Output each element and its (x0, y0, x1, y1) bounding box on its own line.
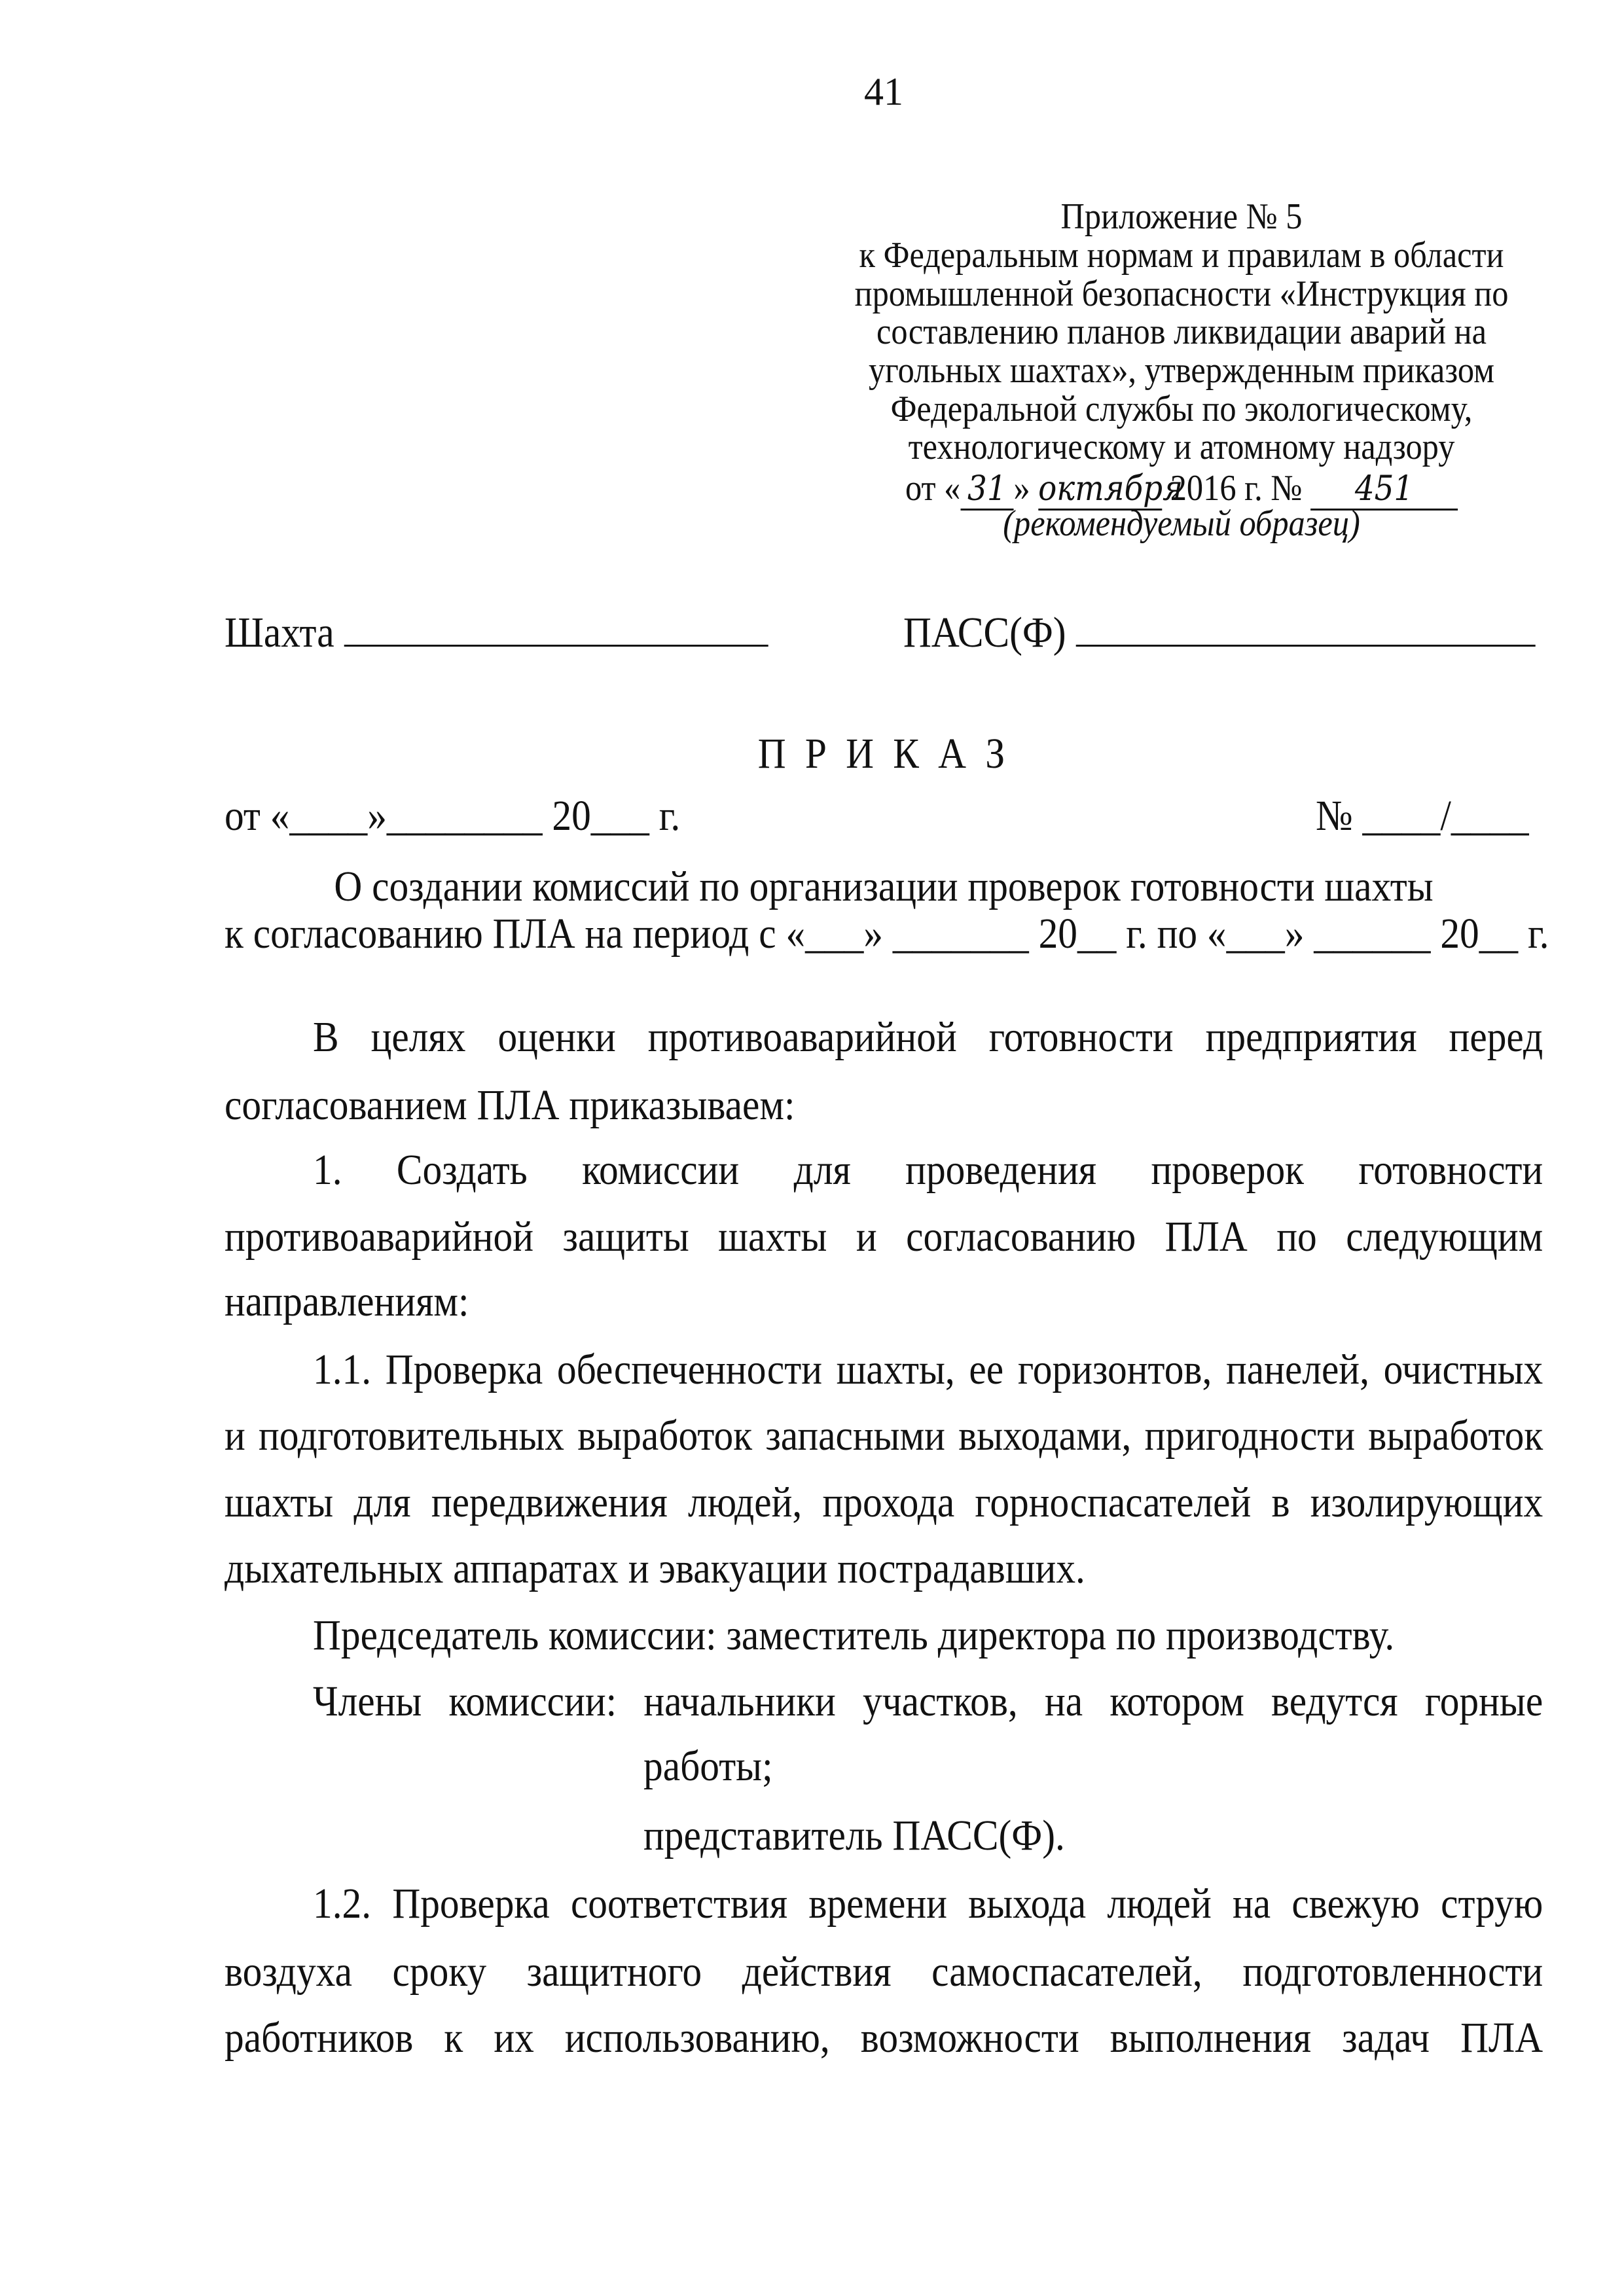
order-title: П Р И К А З (757, 730, 1010, 778)
handwritten-month: октября (1038, 469, 1162, 511)
appendix-line: к Федеральным нормам и правилам в области (859, 235, 1504, 276)
body-line: В целях оценки противоаварийной готовности предприятия перед (313, 1013, 1543, 1061)
date-year: 2016 г. № (1170, 468, 1303, 509)
body-line: 1. Создать комиссии для проведения проверок готовности (313, 1146, 1543, 1194)
appendix-line: технологическому и атомному надзору (908, 427, 1455, 467)
sample-note: (рекомендуемый образец) (1003, 503, 1360, 544)
order-subject-line: О создании комиссий по организации проверок готовности шахты (334, 863, 1434, 910)
body-line: представитель ПАСС(Ф). (643, 1812, 1065, 1859)
rescue-blank (1075, 605, 1535, 647)
body-line: дыхательных аппаратах и эвакуации пострадавших. (225, 1545, 1085, 1592)
appendix-line: Федеральной службы по экологическому, (890, 389, 1473, 429)
appendix-title: Приложение № 5 (1060, 196, 1303, 237)
body-line: Члены комиссии: начальники участков, на котором ведутся горные (313, 1677, 1543, 1725)
mine-label: Шахта (225, 609, 334, 656)
body-line: работы; (643, 1742, 773, 1790)
rescue-field (903, 605, 1535, 659)
order-subject-line: к согласованию ПЛА на период с «___» _______ 20__ г. по «___» ______ 20__ г. (225, 910, 1549, 958)
appendix-line: угольных шахтах», утвержденным приказом (868, 350, 1495, 391)
body-line: шахты для передвижения людей, прохода горноспасателей в изолирующих (225, 1479, 1543, 1526)
body-line: Председатель комиссии: заместитель директора по производству. (313, 1611, 1395, 1659)
appendix-line: составлению планов ликвидации аварий на (876, 312, 1487, 352)
handwritten-day: 31 (960, 469, 1013, 511)
order-date: от «____»________ 20___ г. (225, 792, 681, 840)
rescue-label: ПАСС(Ф) (903, 609, 1066, 656)
body-line: противоаварийной защиты шахты и согласованию ПЛА по следующим (225, 1213, 1543, 1261)
body-line: 1.1. Проверка обеспеченности шахты, ее горизонтов, панелей, очистных (313, 1346, 1543, 1393)
date-close: » (1013, 468, 1030, 509)
order-number: № ____/____ (1316, 792, 1529, 840)
appendix-line: промышленной безопасности «Инструкция по (854, 274, 1509, 314)
body-line: 1.2. Проверка соответствия времени выхода людей на свежую струю (313, 1880, 1543, 1928)
body-line: воздуха сроку защитного действия самоспасателей, подготовленности (225, 1948, 1543, 1996)
mine-blank (344, 605, 768, 647)
body-line: и подготовительных выработок запасными выходами, пригодности выработок (225, 1412, 1543, 1460)
page-number: 41 (864, 70, 903, 113)
date-prefix: от « (905, 468, 961, 509)
handwritten-number: 451 (1310, 469, 1458, 511)
mine-field (225, 605, 768, 659)
body-line: согласованием ПЛА приказываем: (225, 1081, 795, 1129)
body-line: направлениям: (225, 1278, 469, 1325)
body-line: работников к их использованию, возможности выполнения задач ПЛА (225, 2014, 1543, 2062)
